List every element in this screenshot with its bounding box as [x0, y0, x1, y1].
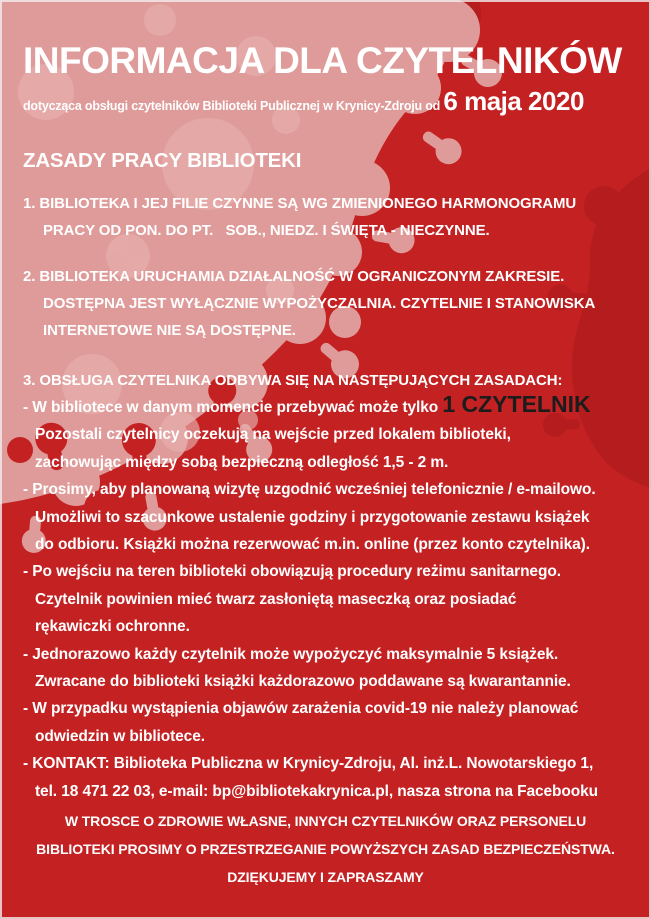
- rule-line: PRACY OD PON. DO PT. SOB., NIEDZ. I ŚWIĘTA - NIECZYNNE.: [43, 222, 490, 239]
- rules-details: [23, 391, 628, 805]
- rule-line: DOSTĘPNA JEST WYŁĄCZNIE WYPOŻYCZALNIA. CZYTELNIE I STANOWISKA: [43, 295, 596, 312]
- rule-line: 1. BIBLIOTEKA I JEJ FILIE CZYNNE SĄ WG ZMIENIONEGO HARMONOGRAMU: [23, 195, 577, 212]
- footer-line: DZIĘKUJEMY I ZAPRASZAMY: [227, 869, 424, 886]
- bullet-line: - Prosimy, aby planowaną wizytę uzgodnić wcześniej telefonicznie / e-mailowo.: [23, 481, 596, 499]
- poster-subtitle: [23, 86, 628, 121]
- subtitle-text: dotycząca obsługi czytelników Biblioteki Publicznej w Krynicy-Zdroju od: [23, 99, 444, 113]
- reader-limit-text: - W bibliotece w danym momencie przebywać może tylko: [23, 399, 443, 416]
- rule-line: INTERNETOWE NIE SĄ DOSTĘPNE.: [43, 322, 296, 339]
- bullet-line: do odbioru. Książki można rezerwować m.in. online (przez konto czytelnika).: [35, 536, 590, 554]
- footer-line: BIBLIOTEKI PROSIMY O PRZESTRZEGANIE POWYŻSZYCH ZASAD BEZPIECZEŃSTWA.: [36, 841, 615, 858]
- reader-limit-highlight: 1 CZYTELNIK: [442, 391, 591, 417]
- bullet-line: - W przypadku wystąpienia objawów zarażenia covid-19 nie należy planować: [23, 700, 579, 718]
- bullet-line-contact: tel. 18 471 22 03, e-mail: bp@bibliotekakrynica.pl, nasza strona na Facebooku: [35, 782, 599, 800]
- rule-line: 3. OBSŁUGA CZYTELNIKA ODBYWA SIĘ NA NASTĘPUJĄCYCH ZASADACH:: [23, 372, 563, 389]
- bullet-line: Pozostali czytelnicy oczekują na wejście przed lokalem biblioteki,: [35, 426, 511, 444]
- bullet-line: rękawiczki ochronne.: [35, 618, 190, 636]
- footer-message: [23, 807, 628, 891]
- rule-item-1: [23, 190, 628, 244]
- bullet-line: zachowując między sobą bezpieczną odległość 1,5 - 2 m.: [35, 453, 449, 471]
- rule-line: 2. BIBLIOTEKA URUCHAMIA DZIAŁALNOŚĆ W OGRANICZONYM ZAKRESIE.: [23, 268, 565, 285]
- rule-item-2: [23, 263, 628, 344]
- bullet-line: odwiedzin w bibliotece.: [35, 727, 205, 745]
- bullet-line: Umożliwi to szacunkowe ustalenie godziny i przygotowanie zestawu książek: [35, 508, 590, 526]
- bullet-line: Zwracane do biblioteki książki każdorazowo poddawane są kwarantannie.: [35, 673, 571, 691]
- bullet-line: [23, 391, 628, 421]
- poster-title: INFORMACJA DLA CZYTELNIKÓW: [23, 40, 622, 81]
- rule-item-3: [23, 367, 628, 394]
- bullet-line: - Jednorazowo każdy czytelnik może wypożyczyć maksymalnie 5 książek.: [23, 645, 559, 663]
- bullet-line-contact: - KONTAKT: Biblioteka Publiczna w Krynicy-Zdroju, Al. inż.L. Nowotarskiego 1,: [23, 755, 594, 773]
- footer-line: W TROSCE O ZDROWIE WŁASNE, INNYCH CZYTELNIKÓW ORAZ PERSONELU: [64, 813, 587, 830]
- subtitle-date: 6 maja 2020: [443, 86, 584, 116]
- bullet-line: Czytelnik powinien mieć twarz zasłoniętą maseczką oraz posiadać: [35, 590, 517, 608]
- bullet-line: - Po wejściu na teren biblioteki obowiązują procedury reżimu sanitarnego.: [23, 563, 561, 581]
- section-heading: ZASADY PRACY BIBLIOTEKI: [23, 149, 302, 172]
